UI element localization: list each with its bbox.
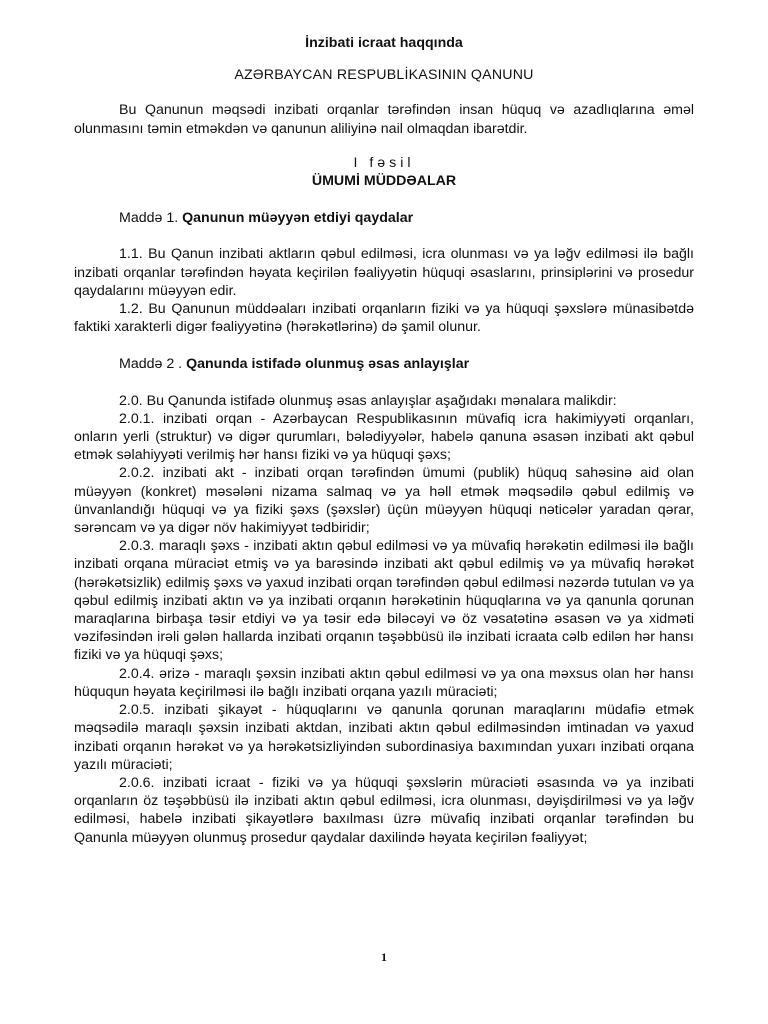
- article-1-label: Maddə 1.: [119, 210, 179, 227]
- document-subtitle: AZƏRBAYCAN RESPUBLİKASININ QANUNU: [234, 67, 534, 84]
- article-2-heading: [74, 355, 694, 373]
- paragraph-2-0-1: 2.0.1. inzibati orqan - Azərbaycan Respublikasının müvafiq icra hakimiyyəti orqanları, onların yerli (struktur) və digər qurumları, bələdiyyələr, habelə qanuna əsasən inzibati akt qəbul etmək səlahiyyəti verilmiş hər hansı fiziki və ya hüquqi şəxs;: [74, 410, 694, 464]
- paragraph-2-0-3: 2.0.3. maraqlı şəxs - inzibati aktın qəbul edilməsi və ya müvafiq hərəkətin edilməsi ilə bağlı inzibati orqana müraciət etmiş və ya barəsində inzibati akt qəbul edilmiş və ya müvafiq hərəkət (hərəkətsizlik) edilmiş şəxs və yaxud inzibati orqan tərəfindən qəbul edilməsi nəzərdə tutulan və ya qəbul edilmiş inzibati aktın və ya inzibati orqanın hərəkətinin hüquqlarına və ya qanunla qorunan maraqlarına birbaşa təsir etdiyi və ya təsir edə biləcəyi və öz vəsatətinə əsasən və ya xidməti vəzifəsindən irəli gələn hallarda inzibati orqanın təşəbbüsü ilə inzibati icraata cəlb edilən hər hansı fiziki və ya hüquqi şəxs;: [74, 538, 694, 664]
- article-1-title: Qanunun müəyyən etdiyi qaydalar: [182, 210, 414, 227]
- paragraph-2-0-4: 2.0.4. ərizə - maraqlı şəxsin inzibati aktın qəbul edilməsi və ya ona məxsus olan hər hansı hüququn həyata keçirilməsi ilə bağlı inzibati orqana yazılı müraciəti;: [74, 665, 694, 700]
- paragraph-1-2: 1.2. Bu Qanunun müddəaları inzibati orqanların fiziki və ya hüquqi şəxslərə münasibətdə faktiki xarakterli digər fəaliyyətinə (hərəkətlərinə) də şamil olunur.: [74, 301, 694, 336]
- paragraph-2-0-2: 2.0.2. inzibati akt - inzibati orqan tərəfindən ümumi (publik) hüquq sahəsinə aid olan müəyyən (konkret) məsələni nizama salmaq və ya həll etmək məqsədilə qəbul edilmiş və ünvanlandığı hüquqi və ya fiziki şəxs (şəxslər) üçün müəyyən hüquqi nəticələr yaradan qərar, sərəncam və ya digər növ hakimiyyət tədbiridir;: [74, 465, 694, 537]
- article-2-title: Qanunda istifadə olunmuş əsas anlayışlar: [186, 356, 470, 373]
- article-2-label: Maddə 2 .: [119, 356, 183, 373]
- paragraph-2-0: 2.0. Bu Qanunda istifadə olunmuş əsas anlayışlar aşağıdakı mənalara malikdir:: [119, 392, 617, 409]
- document-body: [74, 34, 694, 847]
- chapter-title: ÜMUMİ MÜDDƏALAR: [311, 173, 457, 190]
- paragraph-2-0-5: 2.0.5. inzibati şikayət - hüquqlarını və qanunla qorunan maraqlarını müdafiə etmək məqsədilə maraqlı şəxsin inzibati aktdan, inzibati aktın qəbul edilməsindən imtinadan və yaxud inzibati orqanın hərəkət və ya hərəkətsizliyindən subordinasiya baxımından yuxarı inzibati orqana yazılı müraciəti;: [74, 702, 694, 773]
- page-number: 1: [381, 950, 387, 964]
- chapter-label: I fəsil: [353, 154, 415, 171]
- document-title: İnzibati icraat haqqında: [305, 35, 463, 51]
- paragraph-2-0-6: 2.0.6. inzibati icraat - fiziki və ya hüquqi şəxslərin müraciəti əsasında və ya inzibati orqanların öz təşəbbüsü ilə inzibati aktın qəbul edilməsi, icra olunması, dəyişdirilməsi və ya ləğv edilməsi, habelə inzibati şikayətlərə baxılması üzrə müvafiq inzibati orqanlar tərəfindən bu Qanunla müəyyən olunmuş prosedur qaydalar daxilində həyata keçirilən fəaliyyət;: [74, 774, 694, 846]
- article-1-heading: [74, 209, 694, 227]
- paragraph-1-1: 1.1. Bu Qanun inzibati aktların qəbul edilməsi, icra olunması və ya ləğv edilməsi ilə bağlı inzibati orqanlar tərəfindən həyata keçirilən fəaliyyətin hüquqi əsaslarını, prinsiplərini və prosedur qaydalarını müəyyən edir.: [74, 246, 694, 299]
- intro-paragraph: Bu Qanunun məqsədi inzibati orqanlar tərəfindən insan hüquq və azadlıqlarına əməl olunmasını təmin etməkdən və qanunun aliliyinə nail olmaqdan ibarətdir.: [74, 102, 694, 137]
